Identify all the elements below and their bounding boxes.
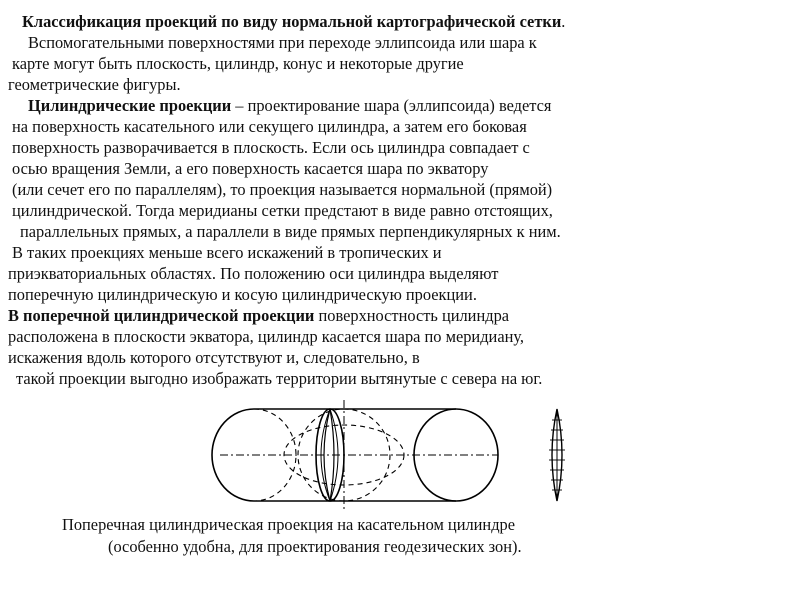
- text-line: поперечную цилиндрическую и косую цилиндрическую проекции.: [8, 285, 477, 304]
- text-line: на поверхность касательного или секущего цилиндра, а затем его боковая: [12, 117, 527, 136]
- text-line: параллельных прямых, а параллели в виде прямых перпендикулярных к ним.: [20, 222, 561, 241]
- figure-caption-line2: (особенно удобна, для проектирования геодезических зон).: [108, 537, 522, 556]
- figure-caption-line1: Поперечная цилиндрическая проекция на касательном цилиндре: [62, 515, 515, 534]
- text-line-transverse: В поперечной цилиндрической проекции поверхностность цилиндра: [8, 306, 510, 325]
- text-line: цилиндрической. Тогда меридианы сетки предстают в виде равно отстоящих,: [12, 201, 553, 220]
- heading-line: Классификация проекций по виду нормальной картографической сетки.: [22, 12, 566, 31]
- text-line: геометрические фигуры.: [8, 75, 181, 94]
- text-line: карте могут быть плоскость, цилиндр, конус и некоторые другие: [12, 54, 464, 73]
- text-line: Вспомогательными поверхностями при переходе эллипсоида или шара к: [28, 33, 537, 52]
- text-line-cylindrical: Цилиндрические проекции – проектирование шара (эллипсоида) ведется: [28, 96, 552, 115]
- text-line: искажения вдоль которого отсутствуют и, следовательно, в: [8, 348, 420, 367]
- text-line: расположена в плоскости экватора, цилиндр касается шара по меридиану,: [8, 327, 525, 346]
- text-line: поверхность разворачивается в плоскость. Если ось цилиндра совпадает с: [12, 138, 530, 157]
- text-line: приэкваториальных областях. По положению оси цилиндра выделяют: [8, 264, 499, 283]
- text-line: В таких проекциях меньше всего искажений в тропических и: [12, 243, 442, 262]
- text-line: (или сечет его по параллелям), то проекция называется нормальной (прямой): [12, 180, 553, 199]
- text-line: осью вращения Земли, а его поверхность касается шара по экватору: [12, 159, 489, 178]
- text-line: такой проекции выгодно изображать территории вытянутые с севера на юг.: [16, 369, 543, 388]
